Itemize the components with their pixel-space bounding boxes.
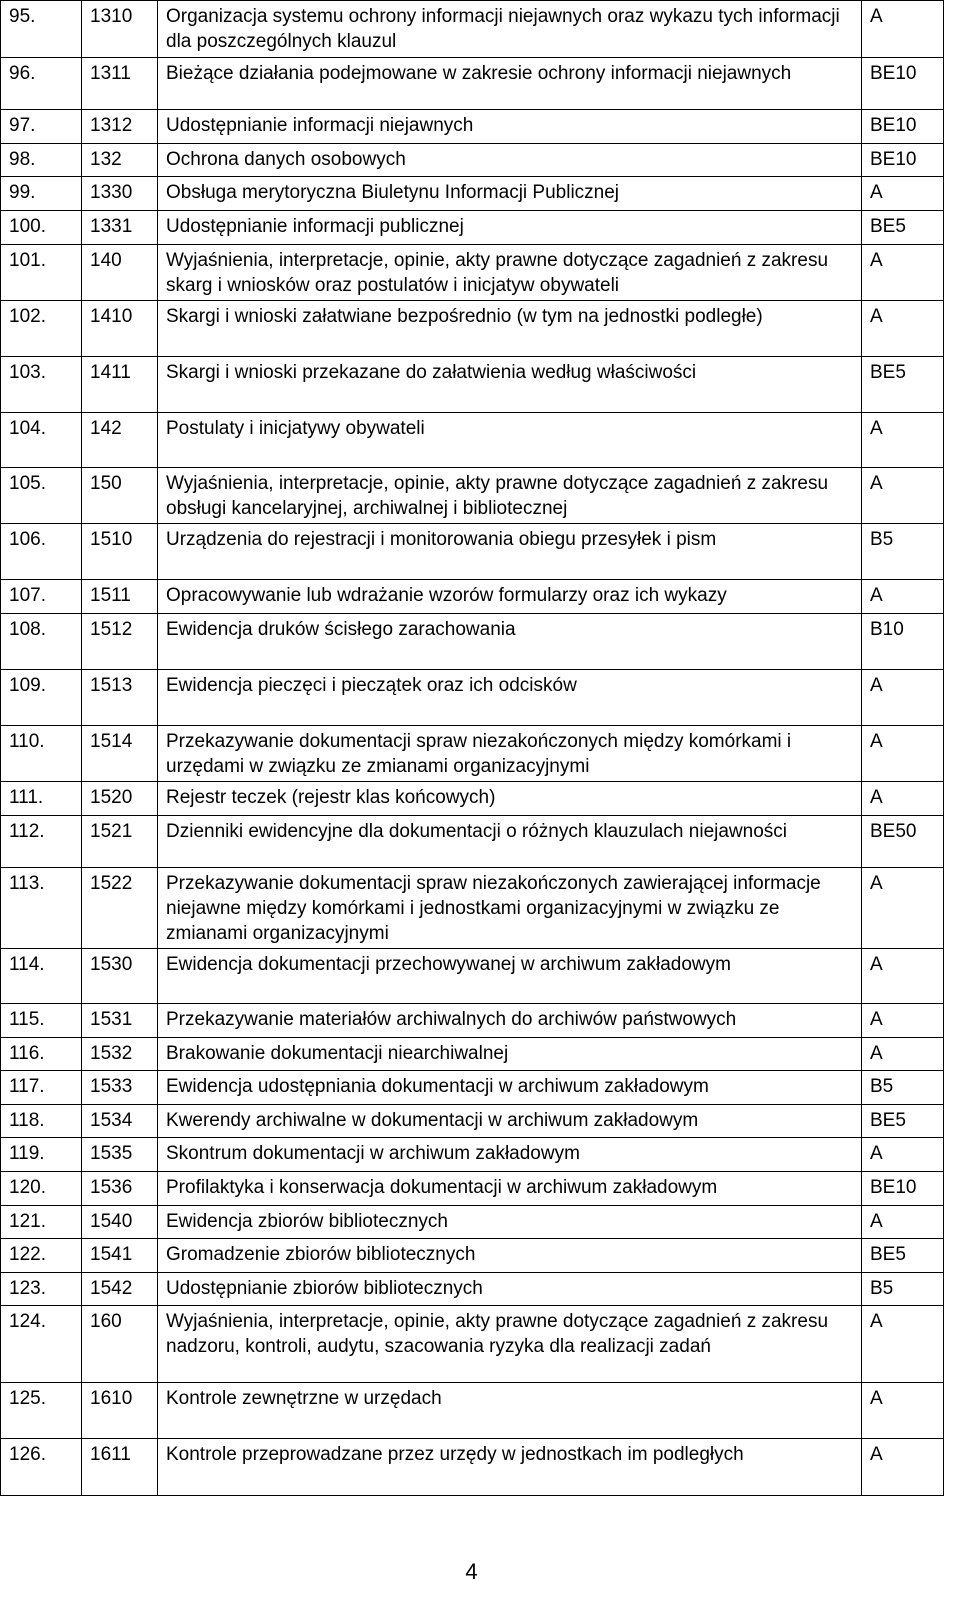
archival-category: A [862, 1306, 944, 1383]
class-symbol: 1331 [82, 211, 158, 245]
class-title: Udostępnianie informacji publicznej [158, 211, 862, 245]
class-title: Urządzenia do rejestracji i monitorowania obiegu przesyłek i pism [158, 524, 862, 580]
table-row [1, 1071, 944, 1105]
class-symbol: 1512 [82, 614, 158, 670]
class-symbol: 1520 [82, 782, 158, 816]
table-row [1, 110, 944, 144]
class-title: Kwerendy archiwalne w dokumentacji w archiwum zakładowym [158, 1105, 862, 1138]
table-row [1, 144, 944, 177]
table-row [1, 1, 944, 58]
row-number: 112. [1, 816, 82, 868]
row-number: 102. [1, 301, 82, 357]
class-symbol: 1312 [82, 110, 158, 144]
row-number: 103. [1, 357, 82, 413]
archival-category: BE10 [862, 110, 944, 144]
class-title: Skargi i wnioski załatwiane bezpośrednio (w tym na jednostki podległe) [158, 301, 862, 357]
archival-category: A [862, 177, 944, 211]
class-symbol: 1536 [82, 1172, 158, 1206]
table-row [1, 670, 944, 726]
row-number: 105. [1, 468, 82, 524]
class-title: Ewidencja druków ścisłego zarachowania [158, 614, 862, 670]
class-title: Przekazywanie materiałów archiwalnych do archiwów państwowych [158, 1004, 862, 1038]
row-number: 95. [1, 1, 82, 58]
row-number: 119. [1, 1138, 82, 1172]
row-number: 125. [1, 1383, 82, 1439]
archival-category: BE5 [862, 357, 944, 413]
row-number: 120. [1, 1172, 82, 1206]
class-title: Postulaty i inicjatywy obywateli [158, 413, 862, 468]
row-number: 117. [1, 1071, 82, 1105]
row-number: 110. [1, 726, 82, 782]
class-symbol: 1611 [82, 1439, 158, 1496]
class-title: Profilaktyka i konserwacja dokumentacji w archiwum zakładowym [158, 1172, 862, 1206]
row-number: 118. [1, 1105, 82, 1138]
row-number: 109. [1, 670, 82, 726]
row-number: 116. [1, 1038, 82, 1071]
class-symbol: 1511 [82, 580, 158, 614]
archival-category: A [862, 1206, 944, 1239]
row-number: 96. [1, 58, 82, 110]
row-number: 121. [1, 1206, 82, 1239]
class-title: Ewidencja dokumentacji przechowywanej w archiwum zakładowym [158, 949, 862, 1004]
class-symbol: 1534 [82, 1105, 158, 1138]
class-title: Ochrona danych osobowych [158, 144, 862, 177]
archival-category: A [862, 468, 944, 524]
table-row [1, 614, 944, 670]
row-number: 100. [1, 211, 82, 245]
archival-category: BE10 [862, 58, 944, 110]
table-row [1, 524, 944, 580]
class-title: Obsługa merytoryczna Biuletynu Informacji Publicznej [158, 177, 862, 211]
table-row [1, 868, 944, 949]
table-row [1, 413, 944, 468]
class-symbol: 1311 [82, 58, 158, 110]
archival-category: A [862, 1004, 944, 1038]
archival-category: BE10 [862, 1172, 944, 1206]
archival-category: B5 [862, 524, 944, 580]
table-row [1, 1239, 944, 1273]
row-number: 99. [1, 177, 82, 211]
class-title: Udostępnianie zbiorów bibliotecznych [158, 1273, 862, 1306]
class-title: Udostępnianie informacji niejawnych [158, 110, 862, 144]
row-number: 98. [1, 144, 82, 177]
row-number: 122. [1, 1239, 82, 1273]
row-number: 124. [1, 1306, 82, 1383]
class-symbol: 1542 [82, 1273, 158, 1306]
row-number: 107. [1, 580, 82, 614]
table-row [1, 580, 944, 614]
archival-category: A [862, 1038, 944, 1071]
class-title: Rejestr teczek (rejestr klas końcowych) [158, 782, 862, 816]
class-title: Ewidencja zbiorów bibliotecznych [158, 1206, 862, 1239]
class-symbol: 1530 [82, 949, 158, 1004]
archival-category: A [862, 580, 944, 614]
class-symbol: 1330 [82, 177, 158, 211]
row-number: 101. [1, 245, 82, 301]
archival-category: A [862, 1383, 944, 1439]
archival-category: BE5 [862, 1105, 944, 1138]
class-symbol: 1532 [82, 1038, 158, 1071]
table-row [1, 1306, 944, 1383]
archival-category: A [862, 949, 944, 1004]
page-number: 4 [465, 1559, 478, 1584]
table-row [1, 726, 944, 782]
class-title: Kontrole zewnętrzne w urzędach [158, 1383, 862, 1439]
records-table-body [1, 1, 944, 1496]
archival-category: A [862, 868, 944, 949]
class-symbol: 1535 [82, 1138, 158, 1172]
archival-category: B10 [862, 614, 944, 670]
class-title: Dzienniki ewidencyjne dla dokumentacji o różnych klauzulach niejawności [158, 816, 862, 868]
class-symbol: 160 [82, 1306, 158, 1383]
class-title: Wyjaśnienia, interpretacje, opinie, akty prawne dotyczące zagadnień z zakresu nadzoru, kontroli, audytu, szacowania ryzyka dla realizacji zadań [158, 1306, 862, 1383]
table-row [1, 949, 944, 1004]
archival-category: A [862, 670, 944, 726]
table-row [1, 1439, 944, 1496]
class-symbol: 1410 [82, 301, 158, 357]
class-title: Wyjaśnienia, interpretacje, opinie, akty prawne dotyczące zagadnień z zakresu obsługi kancelaryjnej, archiwalnej i bibliotecznej [158, 468, 862, 524]
class-symbol: 1522 [82, 868, 158, 949]
row-number: 113. [1, 868, 82, 949]
table-row [1, 816, 944, 868]
row-number: 111. [1, 782, 82, 816]
class-symbol: 1521 [82, 816, 158, 868]
table-row [1, 58, 944, 110]
row-number: 114. [1, 949, 82, 1004]
table-row [1, 1138, 944, 1172]
class-symbol: 1310 [82, 1, 158, 58]
class-symbol: 132 [82, 144, 158, 177]
class-title: Kontrole przeprowadzane przez urzędy w jednostkach im podległych [158, 1439, 862, 1496]
class-symbol: 1513 [82, 670, 158, 726]
table-row [1, 1383, 944, 1439]
archival-category: BE5 [862, 1239, 944, 1273]
archival-category: B5 [862, 1273, 944, 1306]
row-number: 104. [1, 413, 82, 468]
archival-category: A [862, 1138, 944, 1172]
row-number: 106. [1, 524, 82, 580]
archival-category: A [862, 1, 944, 58]
class-title: Skargi i wnioski przekazane do załatwienia według właściwości [158, 357, 862, 413]
table-row [1, 1172, 944, 1206]
class-symbol: 142 [82, 413, 158, 468]
class-symbol: 1533 [82, 1071, 158, 1105]
class-symbol: 1514 [82, 726, 158, 782]
archival-category: BE5 [862, 211, 944, 245]
class-title: Przekazywanie dokumentacji spraw niezakończonych między komórkami i urzędami w związku ze zmianami organizacyjnymi [158, 726, 862, 782]
table-row [1, 357, 944, 413]
row-number: 108. [1, 614, 82, 670]
class-symbol: 1610 [82, 1383, 158, 1439]
class-title: Opracowywanie lub wdrażanie wzorów formularzy oraz ich wykazy [158, 580, 862, 614]
table-row [1, 177, 944, 211]
class-title: Wyjaśnienia, interpretacje, opinie, akty prawne dotyczące zagadnień z zakresu skarg i wniosków oraz postulatów i inicjatyw obywateli [158, 245, 862, 301]
table-row [1, 301, 944, 357]
archival-category: BE50 [862, 816, 944, 868]
class-symbol: 1531 [82, 1004, 158, 1038]
row-number: 115. [1, 1004, 82, 1038]
class-title: Skontrum dokumentacji w archiwum zakładowym [158, 1138, 862, 1172]
table-row [1, 211, 944, 245]
class-title: Przekazywanie dokumentacji spraw niezakończonych zawierającej informacje niejawne między komórkami i jednostkami organizacyjnymi w związku ze zmianami organizacyjnymi [158, 868, 862, 949]
archival-category: A [862, 782, 944, 816]
class-title: Organizacja systemu ochrony informacji niejawnych oraz wykazu tych informacji dla poszczególnych klauzul [158, 1, 862, 58]
table-row [1, 1004, 944, 1038]
row-number: 126. [1, 1439, 82, 1496]
row-number: 123. [1, 1273, 82, 1306]
class-symbol: 1541 [82, 1239, 158, 1273]
archival-category: A [862, 1439, 944, 1496]
archival-category: A [862, 301, 944, 357]
archival-category: A [862, 413, 944, 468]
archival-category: B5 [862, 1071, 944, 1105]
class-title: Brakowanie dokumentacji niearchiwalnej [158, 1038, 862, 1071]
archival-category: A [862, 245, 944, 301]
class-symbol: 150 [82, 468, 158, 524]
class-title: Ewidencja udostępniania dokumentacji w archiwum zakładowym [158, 1071, 862, 1105]
table-row [1, 1105, 944, 1138]
table-row [1, 782, 944, 816]
table-row [1, 245, 944, 301]
class-title: Gromadzenie zbiorów bibliotecznych [158, 1239, 862, 1273]
class-title: Bieżące działania podejmowane w zakresie ochrony informacji niejawnych [158, 58, 862, 110]
archival-category: A [862, 726, 944, 782]
class-symbol: 1510 [82, 524, 158, 580]
row-number: 97. [1, 110, 82, 144]
class-symbol: 1540 [82, 1206, 158, 1239]
table-row [1, 1206, 944, 1239]
archival-category: BE10 [862, 144, 944, 177]
class-symbol: 140 [82, 245, 158, 301]
table-row [1, 468, 944, 524]
table-row [1, 1273, 944, 1306]
class-title: Ewidencja pieczęci i pieczątek oraz ich odcisków [158, 670, 862, 726]
class-symbol: 1411 [82, 357, 158, 413]
table-row [1, 1038, 944, 1071]
